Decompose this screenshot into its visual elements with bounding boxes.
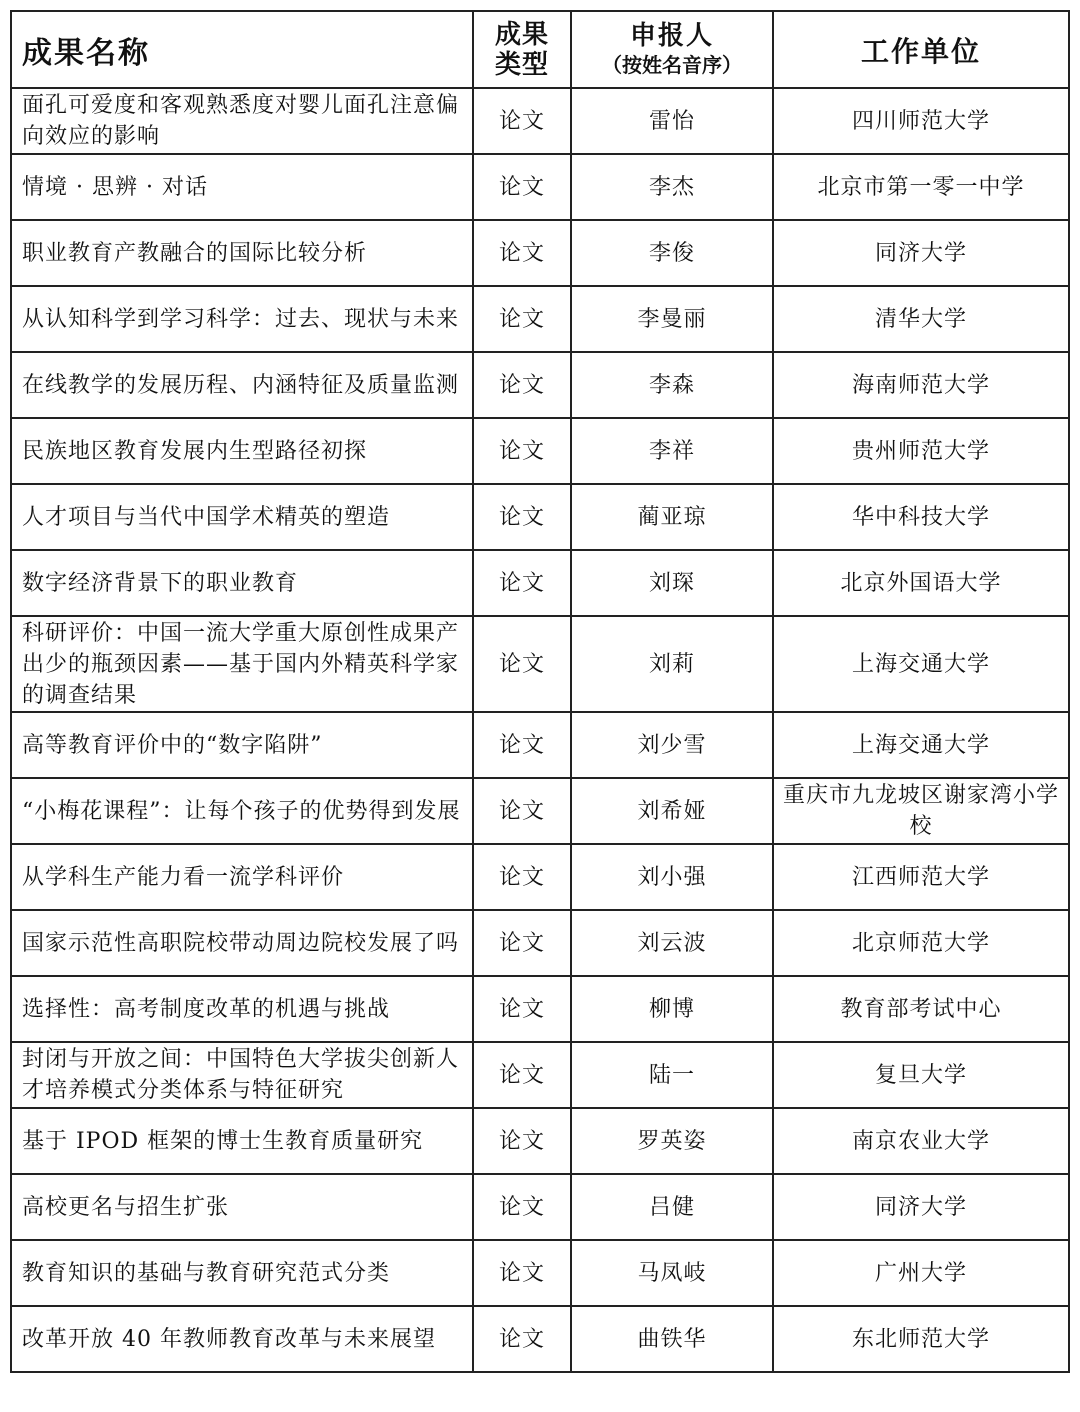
row-applicant: 李杰 (571, 154, 773, 220)
row-unit: 复旦大学 (773, 1042, 1069, 1108)
row-unit: 上海交通大学 (773, 712, 1069, 778)
row-type: 论文 (473, 418, 571, 484)
header-unit: 工作单位 (773, 11, 1069, 88)
row-title: 从学科生产能力看一流学科评价 (11, 844, 473, 910)
table-row (11, 1306, 1069, 1372)
row-title: 职业教育产教融合的国际比较分析 (11, 220, 473, 286)
row-title: 高校更名与招生扩张 (11, 1174, 473, 1240)
row-title: 民族地区教育发展内生型路径初探 (11, 418, 473, 484)
row-unit: 教育部考试中心 (773, 976, 1069, 1042)
row-unit: 重庆市九龙坡区谢家湾小学校 (773, 778, 1069, 844)
table-row (11, 154, 1069, 220)
row-type: 论文 (473, 1306, 571, 1372)
row-title: 改革开放 40 年教师教育改革与未来展望 (11, 1306, 473, 1372)
row-type: 论文 (473, 550, 571, 616)
row-type: 论文 (473, 286, 571, 352)
table-row (11, 550, 1069, 616)
row-title: 高等教育评价中的“数字陷阱” (11, 712, 473, 778)
table-row (11, 616, 1069, 712)
row-applicant: 罗英姿 (571, 1108, 773, 1174)
row-title: “小梅花课程”：让每个孩子的优势得到发展 (11, 778, 473, 844)
row-unit: 东北师范大学 (773, 1306, 1069, 1372)
header-type-line1: 成果 (494, 19, 549, 50)
row-type: 论文 (473, 154, 571, 220)
table-row (11, 976, 1069, 1042)
row-applicant: 曲铁华 (571, 1306, 773, 1372)
row-type: 论文 (473, 844, 571, 910)
row-applicant: 刘希娅 (571, 778, 773, 844)
row-unit: 北京师范大学 (773, 910, 1069, 976)
row-type: 论文 (473, 910, 571, 976)
row-applicant: 李祥 (571, 418, 773, 484)
row-title: 科研评价：中国一流大学重大原创性成果产出少的瓶颈因素——基于国内外精英科学家的调查结果 (11, 616, 473, 712)
table-row (11, 844, 1069, 910)
table-row (11, 1174, 1069, 1240)
row-title: 从认知科学到学习科学：过去、现状与未来 (11, 286, 473, 352)
row-type: 论文 (473, 976, 571, 1042)
row-applicant: 刘小强 (571, 844, 773, 910)
header-applicant (571, 11, 773, 88)
row-unit: 华中科技大学 (773, 484, 1069, 550)
row-type: 论文 (473, 616, 571, 712)
header-row (11, 11, 1069, 88)
row-unit: 贵州师范大学 (773, 418, 1069, 484)
row-applicant: 刘云波 (571, 910, 773, 976)
table-row (11, 286, 1069, 352)
table-row (11, 484, 1069, 550)
row-applicant: 雷怡 (571, 88, 773, 154)
table-row (11, 712, 1069, 778)
row-type: 论文 (473, 352, 571, 418)
row-type: 论文 (473, 1174, 571, 1240)
row-type: 论文 (473, 220, 571, 286)
header-type (473, 11, 571, 88)
row-unit: 上海交通大学 (773, 616, 1069, 712)
row-title: 国家示范性高职院校带动周边院校发展了吗 (11, 910, 473, 976)
row-applicant: 陆一 (571, 1042, 773, 1108)
row-unit: 江西师范大学 (773, 844, 1069, 910)
table-row (11, 1240, 1069, 1306)
row-unit: 北京外国语大学 (773, 550, 1069, 616)
row-unit: 海南师范大学 (773, 352, 1069, 418)
row-title: 在线教学的发展历程、内涵特征及质量监测 (11, 352, 473, 418)
row-title: 数字经济背景下的职业教育 (11, 550, 473, 616)
row-type: 论文 (473, 778, 571, 844)
row-type: 论文 (473, 88, 571, 154)
row-unit: 四川师范大学 (773, 88, 1069, 154)
row-applicant: 刘少雪 (571, 712, 773, 778)
table-row (11, 1108, 1069, 1174)
row-title: 面孔可爱度和客观熟悉度对婴儿面孔注意偏向效应的影响 (11, 88, 473, 154)
row-applicant: 李曼丽 (571, 286, 773, 352)
table-row (11, 418, 1069, 484)
header-applicant-label: 申报人 (629, 20, 714, 51)
row-unit: 北京市第一零一中学 (773, 154, 1069, 220)
row-type: 论文 (473, 712, 571, 778)
header-type-line2: 类型 (494, 49, 549, 80)
row-title: 情境 · 思辨 · 对话 (11, 154, 473, 220)
row-applicant: 刘琛 (571, 550, 773, 616)
row-title: 人才项目与当代中国学术精英的塑造 (11, 484, 473, 550)
row-unit: 清华大学 (773, 286, 1069, 352)
row-applicant: 李森 (571, 352, 773, 418)
row-title: 封闭与开放之间：中国特色大学拔尖创新人才培养模式分类体系与特征研究 (11, 1042, 473, 1108)
row-applicant: 柳博 (571, 976, 773, 1042)
row-unit: 南京农业大学 (773, 1108, 1069, 1174)
table-row (11, 352, 1069, 418)
row-unit: 广州大学 (773, 1240, 1069, 1306)
table-row (11, 88, 1069, 154)
table-row (11, 778, 1069, 844)
row-type: 论文 (473, 1108, 571, 1174)
row-title: 教育知识的基础与教育研究范式分类 (11, 1240, 473, 1306)
header-applicant-note: （按姓名音序） (602, 52, 742, 77)
table-row (11, 910, 1069, 976)
row-applicant: 吕健 (571, 1174, 773, 1240)
achievements-table (10, 10, 1070, 1373)
table-row (11, 220, 1069, 286)
row-applicant: 蔺亚琼 (571, 484, 773, 550)
row-type: 论文 (473, 1240, 571, 1306)
row-applicant: 马凤岐 (571, 1240, 773, 1306)
row-applicant: 李俊 (571, 220, 773, 286)
row-type: 论文 (473, 1042, 571, 1108)
row-title: 基于 IPOD 框架的博士生教育质量研究 (11, 1108, 473, 1174)
row-type: 论文 (473, 484, 571, 550)
row-applicant: 刘莉 (571, 616, 773, 712)
row-title: 选择性：高考制度改革的机遇与挑战 (11, 976, 473, 1042)
table-row (11, 1042, 1069, 1108)
row-unit: 同济大学 (773, 220, 1069, 286)
row-unit: 同济大学 (773, 1174, 1069, 1240)
header-title: 成果名称 (11, 11, 473, 88)
